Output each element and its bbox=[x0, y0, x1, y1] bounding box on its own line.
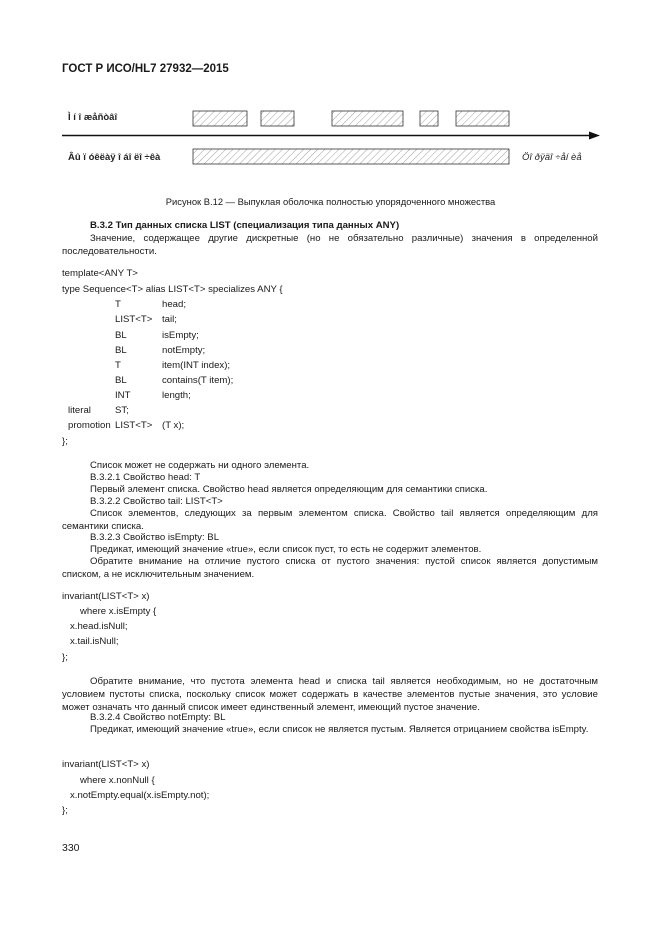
figure-row1-label: Ì í î æåñòâî bbox=[68, 112, 118, 123]
subsection-heading: В.3.2.4 Свойство notEmpty: BL bbox=[90, 712, 226, 723]
code-line: template<ANY T> bbox=[62, 268, 138, 279]
code-line: }; bbox=[62, 436, 68, 447]
code-type: BL bbox=[115, 330, 127, 341]
paragraph: Первый элемент списка. Свойство head является определяющим для семантики списка. bbox=[90, 484, 488, 495]
code-line: }; bbox=[62, 652, 68, 663]
code-type: INT bbox=[115, 390, 131, 401]
code-member: item(INT index); bbox=[162, 360, 231, 371]
figure-caption: Рисунок В.12 — Выпуклая оболочка полностью упорядоченного множества bbox=[165, 196, 496, 207]
set-segment bbox=[261, 111, 294, 126]
code-member: length; bbox=[162, 390, 191, 401]
code-member: isEmpty; bbox=[162, 330, 199, 341]
code-line: x.notEmpty.equal(x.isEmpty.not); bbox=[70, 790, 210, 801]
code-type: T bbox=[115, 360, 121, 371]
set-segment bbox=[332, 111, 403, 126]
code-type: BL bbox=[115, 345, 127, 356]
code-keyword: literal bbox=[68, 405, 91, 416]
code-line: where x.nonNull { bbox=[80, 775, 155, 786]
section-heading: В.3.2 Тип данных списка LIST (специализация типа данных ANY) bbox=[90, 220, 400, 231]
set-segment bbox=[193, 111, 247, 126]
section-intro: Значение, содержащее другие дискретные (но не обязательно различные) значения в определенной последовательности. bbox=[62, 233, 598, 257]
subsection-heading: В.3.2.2 Свойство tail: LIST<T> bbox=[90, 496, 223, 507]
figure-order-label: Öî ðÿäî ÷åí èå bbox=[522, 152, 582, 163]
paragraph: Обратите внимание на отличие пустого списка от пустого значения: пустой список является допустимым списком, а не исключительным значением. bbox=[62, 556, 598, 580]
code-type: ST; bbox=[115, 405, 129, 416]
code-member: notEmpty; bbox=[162, 345, 206, 356]
code-member: head; bbox=[162, 299, 187, 310]
paragraph: Предикат, имеющий значение «true», если список пуст, то есть не содержит элементов. bbox=[90, 544, 482, 555]
paragraph: Список элементов, следующих за первым элементом списка. Свойство tail является определяющим для семантики списка. bbox=[62, 508, 598, 532]
document-header: ГОСТ Р ИСО/HL7 27932—2015 bbox=[62, 63, 229, 75]
set-segment bbox=[456, 111, 509, 126]
code-type: LIST<T> bbox=[115, 314, 153, 325]
code-line: invariant(LIST<T> x) bbox=[62, 759, 150, 770]
code-line: x.head.isNull; bbox=[70, 621, 128, 632]
page-number: 330 bbox=[62, 842, 80, 854]
paragraph: Обратите внимание, что пустота элемента head и списка tail является необходимым, но не достаточным условием пустоты списка, поскольку список может содержать в качестве элементов пустые значения, это условие может означать что данный список имеет единственный элемент, имеющий пустое значение. bbox=[62, 676, 598, 713]
set-segment bbox=[420, 111, 438, 126]
paragraph: Предикат, имеющий значение «true», если список не является пустым. Является отрицанием свойства isEmpty. bbox=[90, 724, 589, 735]
subsection-heading: В.3.2.3 Свойство isEmpty: BL bbox=[90, 532, 220, 543]
code-member: (T x); bbox=[162, 420, 185, 431]
code-type: T bbox=[115, 299, 121, 310]
code-type: LIST<T> bbox=[115, 420, 153, 431]
code-line: x.tail.isNull; bbox=[70, 636, 119, 647]
code-line: }; bbox=[62, 805, 68, 816]
paragraph: Список может не содержать ни одного элемента. bbox=[90, 460, 310, 471]
figure-convex-hull bbox=[0, 0, 661, 190]
code-line: where x.isEmpty { bbox=[80, 606, 157, 617]
order-axis-arrowhead bbox=[589, 132, 600, 140]
code-line: type Sequence<T> alias LIST<T> specializes ANY { bbox=[62, 284, 283, 295]
code-type: BL bbox=[115, 375, 127, 386]
code-member: tail; bbox=[162, 314, 177, 325]
code-member: contains(T item); bbox=[162, 375, 234, 386]
subsection-heading: В.3.2.1 Свойство head: T bbox=[90, 472, 201, 483]
code-keyword: promotion bbox=[68, 420, 111, 431]
convex-hull-bar bbox=[193, 149, 509, 164]
figure-row2-label: Âû ï óêëàÿ î áî ëî ÷êà bbox=[68, 152, 161, 163]
code-line: invariant(LIST<T> x) bbox=[62, 591, 150, 602]
